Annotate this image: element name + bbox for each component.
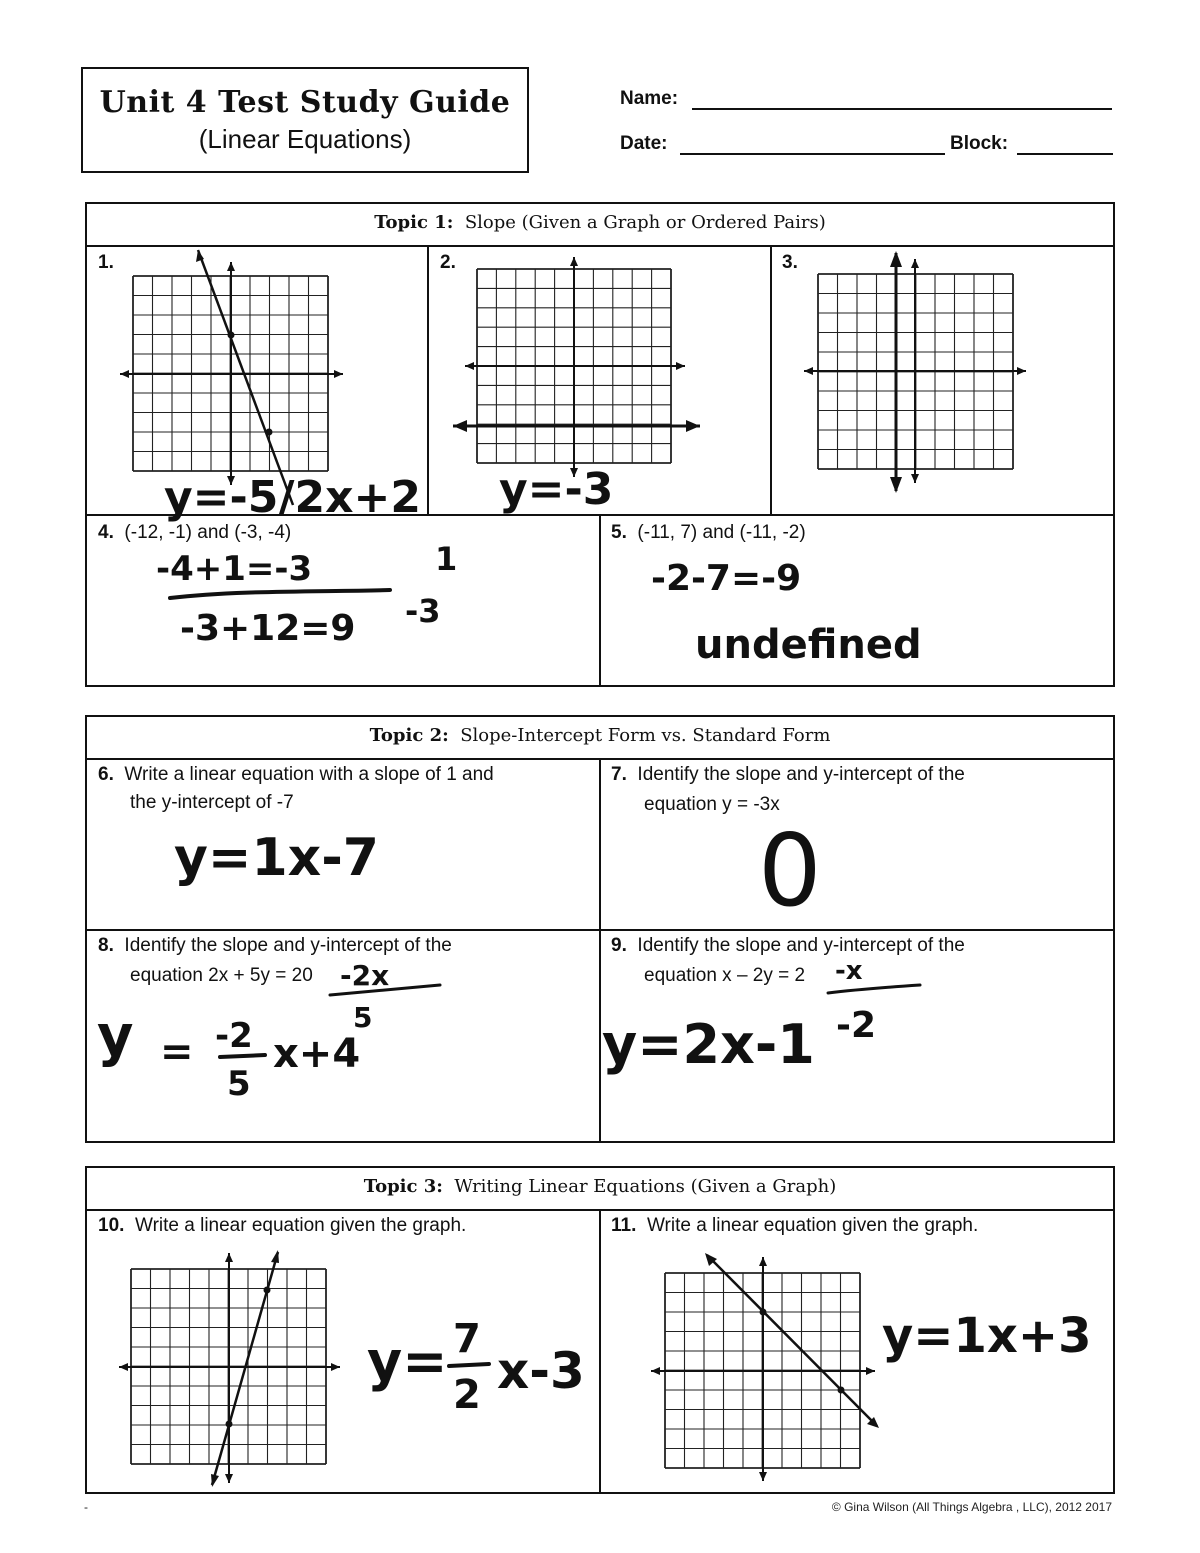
arrow (225, 1253, 233, 1262)
arrow (465, 362, 474, 370)
question-7 (611, 760, 1101, 790)
arrow (911, 474, 919, 483)
topic2-label: Topic 2: (369, 725, 449, 746)
arrow (759, 1257, 767, 1266)
point (266, 429, 273, 436)
point (226, 1421, 233, 1428)
q8-answer-rest: x+4 (273, 1031, 361, 1077)
arrow (271, 1250, 279, 1263)
question-6 (98, 760, 588, 790)
question-5-text: (-11, 7) and (-11, -2) (637, 522, 806, 543)
q8-work-text: -2x (340, 959, 390, 992)
q5-work-line1: -2-7=-9 (651, 558, 802, 599)
divider (599, 514, 601, 686)
point (264, 1287, 271, 1294)
q10-answer-num: 7 (453, 1316, 481, 1362)
title-box (81, 67, 529, 173)
question-11-text: Write a linear equation given the graph. (646, 1215, 979, 1236)
q5-work (645, 548, 975, 668)
name-label: Name: (620, 88, 679, 109)
arrow (651, 1367, 660, 1375)
q11-answer-text: y=1x+3 (882, 1308, 1092, 1364)
question-6-line2: the y-intercept of -7 (130, 792, 294, 813)
q10-fraction-bar (449, 1364, 489, 1366)
question-10 (98, 1211, 466, 1241)
arrow (1017, 367, 1026, 375)
arrow (890, 251, 902, 267)
question-8-line2: equation 2x + 5y = 20 (130, 965, 313, 986)
q9-work-den: -2 (836, 1005, 876, 1046)
topic1-title: Slope (Given a Graph or Ordered Pairs) (464, 212, 826, 233)
question-11 (611, 1211, 978, 1241)
divider (599, 1209, 601, 1493)
question-1-number: 1. (98, 252, 114, 273)
q4-fraction-den: -3 (405, 592, 441, 630)
q9-work-text: -x (835, 956, 863, 986)
question-8-number: 8. (98, 935, 114, 956)
arrow (759, 1472, 767, 1481)
q2-answer-text: y=-3 (499, 464, 614, 515)
point (760, 1309, 767, 1316)
page-title: Unit 4 Test Study Guide (99, 85, 511, 120)
q4-fraction-num: 1 (435, 540, 458, 578)
graph-3 (800, 245, 1040, 505)
q2-answer (495, 460, 625, 515)
question-6-line1: Write a linear equation with a slope of 1 and (124, 764, 494, 785)
q8-fraction-bar (220, 1055, 265, 1057)
graph-1-line (198, 250, 293, 505)
topic3-heading (87, 1176, 1113, 1197)
question-4-text: (-12, -1) and (-3, -4) (124, 522, 292, 543)
question-7-line2: equation y = -3x (644, 794, 780, 815)
q10-answer (365, 1310, 595, 1420)
arrow (866, 1367, 875, 1375)
q9-answer-text: y=2x-1 (602, 1013, 815, 1076)
arrow (331, 1363, 340, 1371)
q9-work (600, 955, 940, 1095)
question-6-number: 6. (98, 764, 114, 785)
q7-answer-text: 0 (758, 812, 822, 929)
name-field[interactable] (692, 108, 1112, 110)
topic1-label: Topic 1: (374, 212, 454, 233)
q8-work (95, 955, 455, 1105)
question-8-line1: Identify the slope and y-intercept of the (124, 935, 452, 956)
arrow (911, 259, 919, 268)
q8-answer-frac-num: -2 (215, 1016, 253, 1056)
point (838, 1387, 845, 1394)
q6-answer (170, 825, 430, 895)
q8-answer-frac-den: 5 (227, 1064, 251, 1104)
question-5-number: 5. (611, 522, 627, 543)
graph-11-line (707, 1255, 877, 1426)
q4-work (150, 540, 490, 660)
question-7-line1: Identify the slope and y-intercept of the (637, 764, 965, 785)
footer-mark: - (84, 1500, 88, 1514)
topic3-title: Writing Linear Equations (Given a Graph) (454, 1176, 837, 1197)
q7-answer (750, 812, 850, 929)
q8-answer-y: y (97, 1004, 134, 1069)
arrow (119, 1363, 128, 1371)
arrow (120, 370, 129, 378)
arrow (686, 420, 700, 432)
topic2-heading (87, 725, 1113, 746)
topic1-heading (87, 212, 1113, 233)
question-10-number: 10. (98, 1215, 125, 1236)
block-field[interactable] (1017, 153, 1113, 155)
question-4-number: 4. (98, 522, 114, 543)
question-2-number: 2. (440, 252, 456, 273)
arrow (804, 367, 813, 375)
topic3-label: Topic 3: (363, 1176, 443, 1197)
arrow (890, 477, 902, 493)
block-label: Block: (950, 133, 1009, 154)
topic2-title: Slope-Intercept Form vs. Standard Form (460, 725, 831, 746)
q9-work-line (828, 985, 920, 993)
arrow (453, 420, 467, 432)
point (228, 332, 235, 339)
page-subtitle: (Linear Equations) (198, 124, 412, 154)
divider (770, 245, 772, 515)
question-10-text: Write a linear equation given the graph. (134, 1215, 467, 1236)
question-5 (611, 518, 806, 548)
q8-answer-sup: 5 (353, 1001, 373, 1034)
arrow (227, 262, 235, 271)
q6-answer-text: y=1x-7 (174, 828, 379, 888)
date-label: Date: (620, 133, 668, 154)
question-11-number: 11. (611, 1215, 637, 1236)
q10-answer-rest: x-3 (497, 1342, 585, 1400)
q4-work-line1: -4+1=-3 (156, 549, 313, 589)
arrow (570, 257, 578, 266)
q8-answer-equals: = (160, 1029, 194, 1075)
arrow (211, 1474, 219, 1487)
question-9-line1: Identify the slope and y-intercept of the (637, 935, 965, 956)
arrow (334, 370, 343, 378)
copyright: © Gina Wilson (All Things Algebra , LLC), 2012 2017 (831, 1500, 1112, 1514)
q10-answer-y: y= (367, 1330, 448, 1393)
q5-answer: undefined (695, 622, 922, 668)
graph-10 (115, 1245, 355, 1490)
arrow (225, 1474, 233, 1483)
date-field[interactable] (680, 153, 945, 155)
question-9-line2: equation x – 2y = 2 (644, 965, 806, 986)
q10-answer-den: 2 (453, 1372, 481, 1418)
q4-work-line2: -3+12=9 (180, 608, 356, 649)
q1-answer-text: y=-5/2x+2 (164, 472, 421, 523)
arrow (676, 362, 685, 370)
q4-fraction-bar (170, 590, 390, 598)
question-3-number: 3. (782, 252, 798, 273)
q11-answer (880, 1300, 1092, 1370)
question-9-number: 9. (611, 935, 627, 956)
graph-11 (645, 1245, 885, 1485)
question-7-number: 7. (611, 764, 627, 785)
divider (427, 245, 429, 515)
